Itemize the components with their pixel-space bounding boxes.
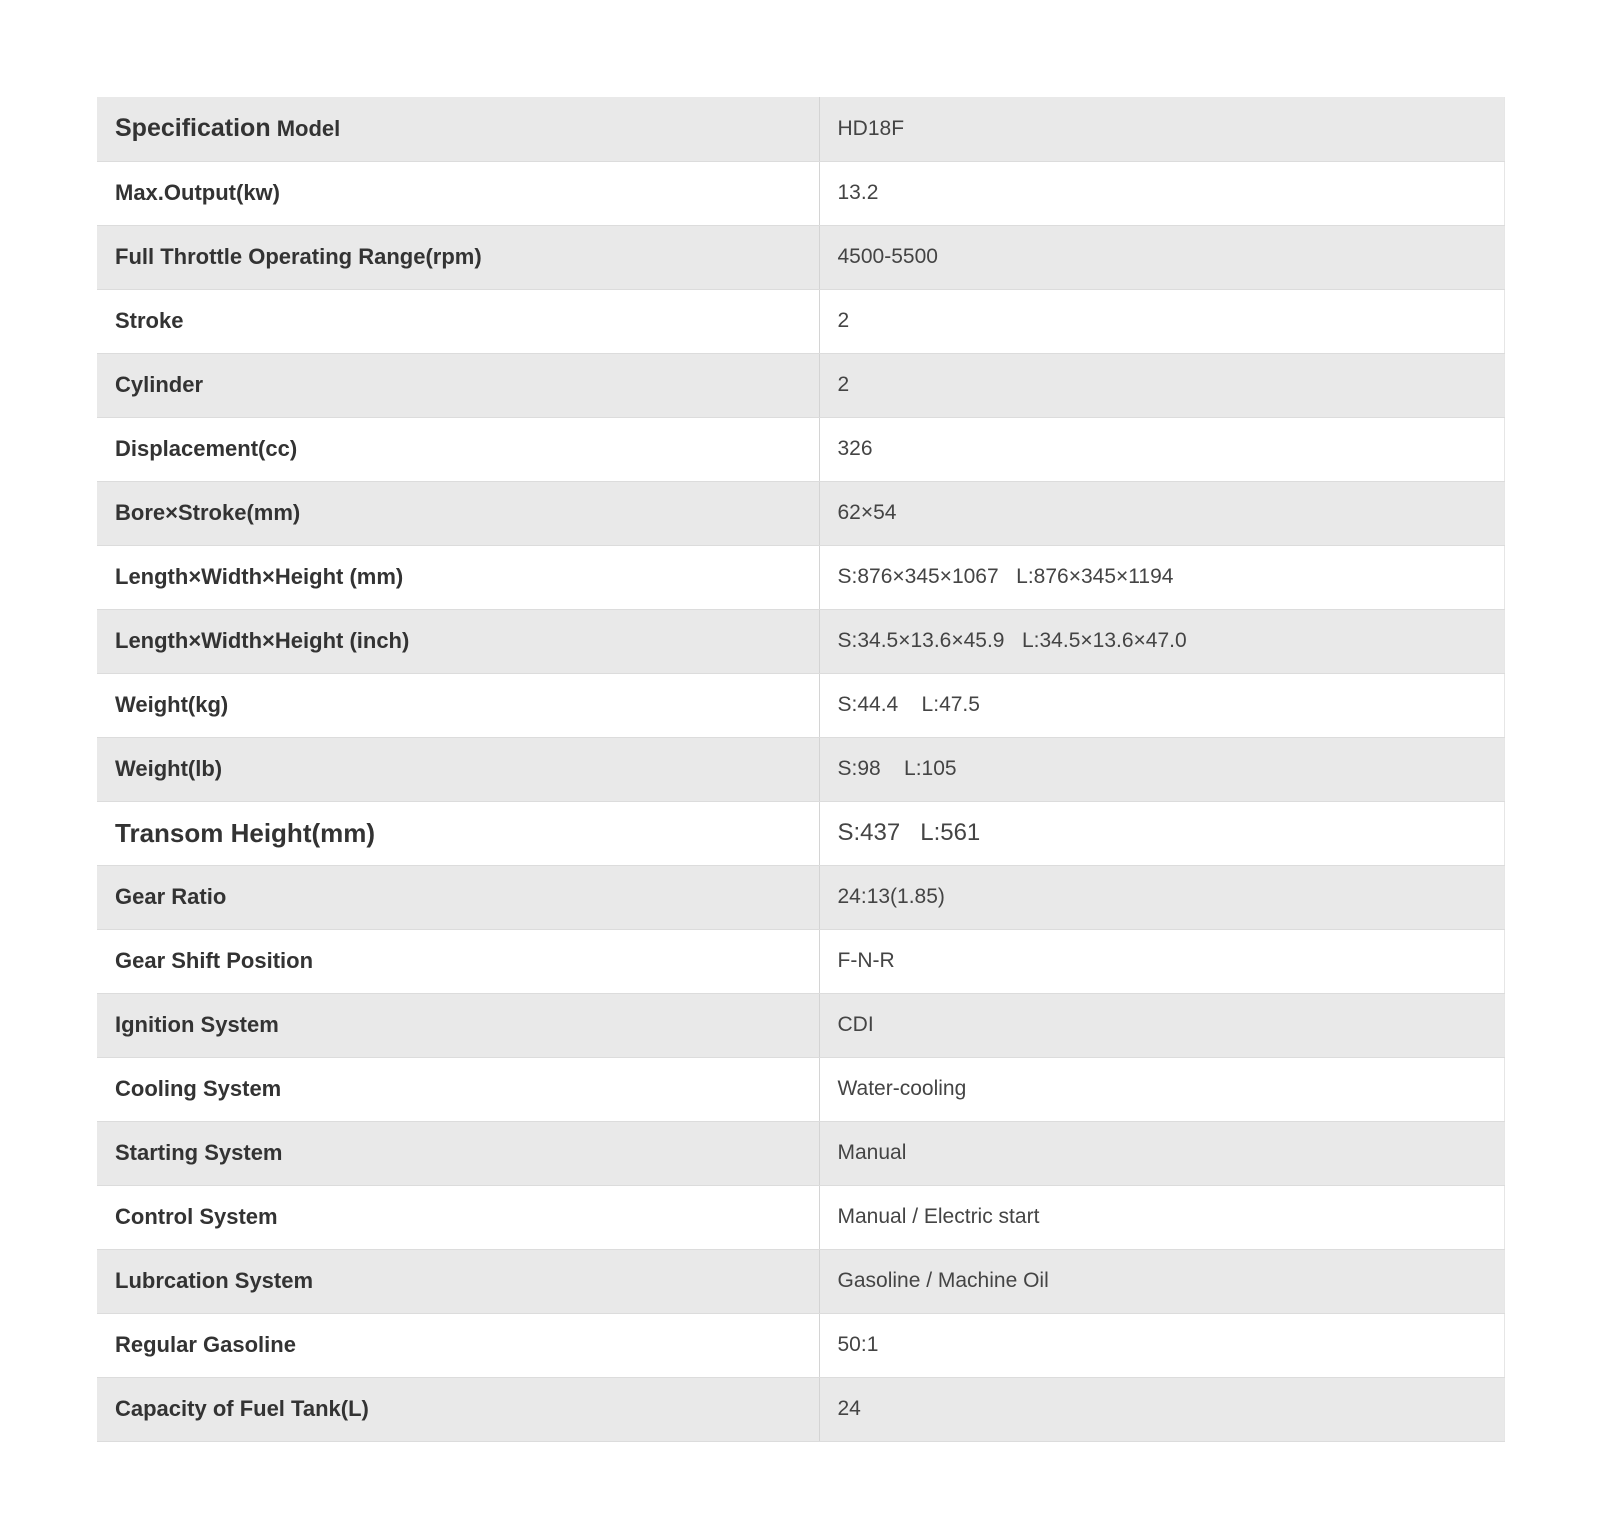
table-row (97, 1121, 1504, 1185)
row-label: Ignition System (97, 993, 819, 1057)
row-value: 2 (819, 289, 1504, 353)
row-value: 13.2 (819, 161, 1504, 225)
row-value: 326 (819, 417, 1504, 481)
header-label-cell (97, 97, 819, 161)
row-label: Regular Gasoline (97, 1313, 819, 1377)
table-row (97, 225, 1504, 289)
header-label-main: Specification (115, 114, 271, 143)
table-row (97, 609, 1504, 673)
header-label-sub: Model (276, 116, 341, 142)
table-header-row (97, 97, 1504, 161)
row-value: S:98 L:105 (819, 737, 1504, 801)
row-value: 24 (819, 1377, 1504, 1441)
table-row (97, 1249, 1504, 1313)
table-row (97, 289, 1504, 353)
table-row (97, 1377, 1504, 1441)
table-row (97, 1057, 1504, 1121)
row-label: Stroke (97, 289, 819, 353)
row-label: Displacement(cc) (97, 417, 819, 481)
row-label: Control System (97, 1185, 819, 1249)
row-label: Cooling System (97, 1057, 819, 1121)
row-value: S:44.4 L:47.5 (819, 673, 1504, 737)
table-row (97, 353, 1504, 417)
row-value: 4500-5500 (819, 225, 1504, 289)
table-row (97, 929, 1504, 993)
row-label: Capacity of Fuel Tank(L) (97, 1377, 819, 1441)
row-value: 62×54 (819, 481, 1504, 545)
specification-table-body (97, 97, 1504, 1441)
row-value: Manual (819, 1121, 1504, 1185)
specification-table (97, 97, 1505, 1442)
row-value: Gasoline / Machine Oil (819, 1249, 1504, 1313)
row-label: Weight(kg) (97, 673, 819, 737)
table-row (97, 801, 1504, 865)
table-row (97, 1185, 1504, 1249)
table-row (97, 417, 1504, 481)
row-value: Manual / Electric start (819, 1185, 1504, 1249)
row-label: Transom Height(mm) (97, 801, 819, 865)
table-row (97, 545, 1504, 609)
header-value-cell: HD18F (819, 97, 1504, 161)
row-label: Lubrcation System (97, 1249, 819, 1313)
table-row (97, 673, 1504, 737)
row-label: Full Throttle Operating Range(rpm) (97, 225, 819, 289)
row-label: Cylinder (97, 353, 819, 417)
table-row (97, 481, 1504, 545)
row-label: Starting System (97, 1121, 819, 1185)
row-value: CDI (819, 993, 1504, 1057)
row-value: 50:1 (819, 1313, 1504, 1377)
row-value: Water-cooling (819, 1057, 1504, 1121)
table-row (97, 865, 1504, 929)
row-label: Length×Width×Height (inch) (97, 609, 819, 673)
row-value: S:437 L:561 (819, 801, 1504, 865)
table-row (97, 161, 1504, 225)
row-value: S:876×345×1067 L:876×345×1194 (819, 545, 1504, 609)
row-value: 24:13(1.85) (819, 865, 1504, 929)
row-label: Max.Output(kw) (97, 161, 819, 225)
row-label: Gear Ratio (97, 865, 819, 929)
table-row (97, 737, 1504, 801)
row-label: Length×Width×Height (mm) (97, 545, 819, 609)
row-label: Bore×Stroke(mm) (97, 481, 819, 545)
row-value: 2 (819, 353, 1504, 417)
row-label: Weight(lb) (97, 737, 819, 801)
row-value: S:34.5×13.6×45.9 L:34.5×13.6×47.0 (819, 609, 1504, 673)
table-row (97, 993, 1504, 1057)
row-label: Gear Shift Position (97, 929, 819, 993)
table-row (97, 1313, 1504, 1377)
row-value: F-N-R (819, 929, 1504, 993)
